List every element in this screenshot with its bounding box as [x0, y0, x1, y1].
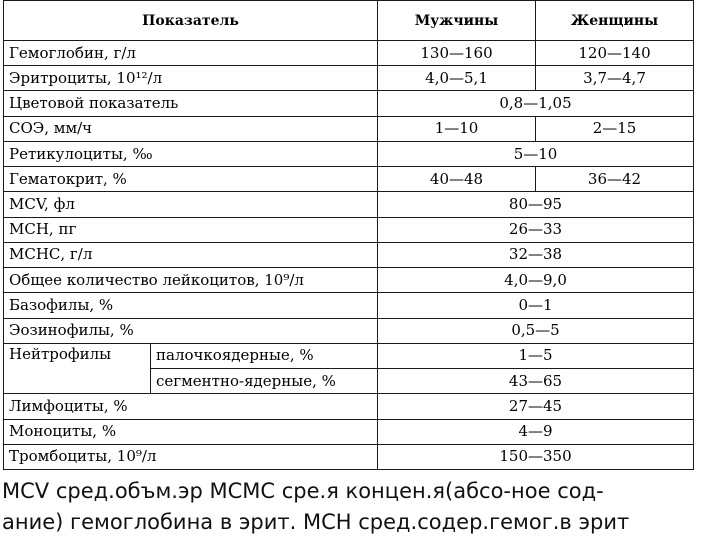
row-value-men: 4,0—5,1 — [378, 66, 536, 91]
header-women: Женщины — [536, 1, 694, 41]
table-row — [4, 293, 694, 318]
table-row — [4, 66, 694, 91]
table-row — [4, 268, 694, 293]
row-label: Ретикулоциты, ‰ — [4, 141, 378, 166]
row-value-common: 4—9 — [378, 419, 694, 444]
table-row — [4, 116, 694, 141]
row-value-common: 26—33 — [378, 217, 694, 242]
table-row-neutrophils-band — [4, 343, 694, 368]
row-label: Гемоглобин, г/л — [4, 41, 378, 66]
table-header-row — [4, 1, 694, 41]
row-label: Общее количество лейкоцитов, 10⁹/л — [4, 268, 378, 293]
row-label: Тромбоциты, 10⁹/л — [4, 444, 378, 469]
reference-values-table — [3, 0, 694, 470]
table-row — [4, 41, 694, 66]
table-row — [4, 167, 694, 192]
table-row — [4, 141, 694, 166]
row-label: MCV, фл — [4, 192, 378, 217]
neutrophils-label: Нейтрофилы — [4, 343, 151, 393]
row-value-men: 40—48 — [378, 167, 536, 192]
row-label: Базофилы, % — [4, 293, 378, 318]
row-label: Гематокрит, % — [4, 167, 378, 192]
row-value-common: 32—38 — [378, 242, 694, 267]
row-label: Лимфоциты, % — [4, 394, 378, 419]
row-label: МСН, пг — [4, 217, 378, 242]
neutrophils-band-value: 1—5 — [378, 343, 694, 368]
table-row — [4, 192, 694, 217]
row-value-men: 130—160 — [378, 41, 536, 66]
table-row — [4, 91, 694, 116]
row-value-common: 150—350 — [378, 444, 694, 469]
neutrophils-segmented-value: 43—65 — [378, 369, 694, 394]
row-label: Эритроциты, 10¹²/л — [4, 66, 378, 91]
caption-line-1: MCV сред.объм.эр MCMC сре.я концен.я(абсо-ное сод- — [2, 479, 604, 503]
table-row — [4, 419, 694, 444]
row-label: Цветовой показатель — [4, 91, 378, 116]
row-value-women: 2—15 — [536, 116, 694, 141]
table-row — [4, 394, 694, 419]
table-row — [4, 242, 694, 267]
row-value-common: 80—95 — [378, 192, 694, 217]
row-value-common: 0,8—1,05 — [378, 91, 694, 116]
caption-text — [2, 476, 716, 538]
row-label: СОЭ, мм/ч — [4, 116, 378, 141]
row-label: МСНС, г/л — [4, 242, 378, 267]
row-value-common: 5—10 — [378, 141, 694, 166]
row-value-women: 3,7—4,7 — [536, 66, 694, 91]
row-value-women: 120—140 — [536, 41, 694, 66]
row-value-men: 1—10 — [378, 116, 536, 141]
table-row — [4, 217, 694, 242]
caption-line-2: ание) гемоглобина в эрит. MCH сред.содер.гемог.в эрит — [2, 510, 630, 534]
row-label: Моноциты, % — [4, 419, 378, 444]
neutrophils-band-label: палочкоядерные, % — [151, 343, 378, 368]
row-value-common: 27—45 — [378, 394, 694, 419]
row-value-common: 4,0—9,0 — [378, 268, 694, 293]
neutrophils-segmented-label: сегментно-ядерные, % — [151, 369, 378, 394]
row-value-common: 0,5—5 — [378, 318, 694, 343]
table-row — [4, 444, 694, 469]
table-row — [4, 318, 694, 343]
row-label: Эозинофилы, % — [4, 318, 378, 343]
row-value-women: 36—42 — [536, 167, 694, 192]
header-indicator: Показатель — [4, 1, 378, 41]
header-men: Мужчины — [378, 1, 536, 41]
row-value-common: 0—1 — [378, 293, 694, 318]
